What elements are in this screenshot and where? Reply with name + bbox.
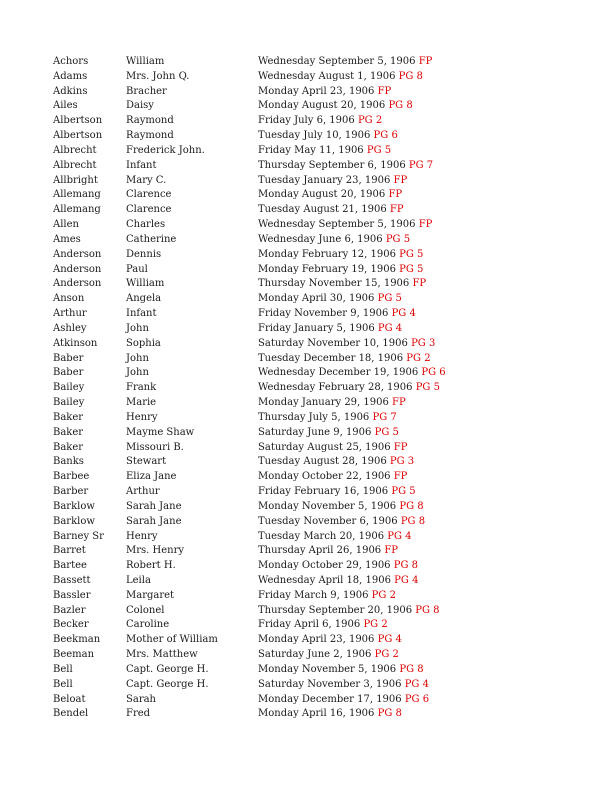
page-reference: PG 6 xyxy=(373,130,398,142)
list-item xyxy=(53,159,593,174)
given-name-cell: Fred xyxy=(126,708,151,720)
given-name-cell: Capt. George H. xyxy=(126,663,209,675)
page-reference: PG 2 xyxy=(374,649,399,661)
given-name-cell: Robert H. xyxy=(126,560,176,572)
list-item xyxy=(53,618,593,633)
page-reference: PG 8 xyxy=(415,604,440,616)
given-name-cell: Mrs. John Q. xyxy=(126,70,190,82)
date-cell xyxy=(258,515,425,530)
given-name-cell: William xyxy=(126,56,165,67)
date-cell xyxy=(258,159,433,174)
publication-date: Tuesday November 6, 1906 xyxy=(258,515,398,527)
date-cell xyxy=(258,426,399,441)
date-cell xyxy=(258,544,398,559)
given-name-cell: Angela xyxy=(126,293,162,305)
publication-date: Saturday June 9, 1906 xyxy=(258,426,372,438)
publication-date: Monday April 30, 1906 xyxy=(258,293,375,305)
date-cell xyxy=(258,263,423,278)
surname-cell: Beloat xyxy=(53,693,86,705)
publication-date: Monday August 20, 1906 xyxy=(258,100,386,112)
surname-cell: Bailey xyxy=(53,382,85,394)
given-name-cell: John xyxy=(126,367,149,379)
publication-date: Thursday November 15, 1906 xyxy=(258,278,410,290)
publication-date: Wednesday September 5, 1906 xyxy=(258,56,416,67)
surname-cell: Bendel xyxy=(53,708,89,720)
surname-cell: Anderson xyxy=(53,263,102,275)
page-reference: FP xyxy=(393,471,408,483)
surname-cell: Allemang xyxy=(53,189,101,201)
given-name-cell: Clarence xyxy=(126,189,172,201)
given-name-cell: Mrs. Matthew xyxy=(126,649,198,661)
date-cell xyxy=(258,663,424,678)
date-cell xyxy=(258,129,398,144)
page-reference: PG 8 xyxy=(399,663,424,675)
surname-cell: Baber xyxy=(53,352,84,364)
surname-cell: Allen xyxy=(53,219,79,231)
surname-cell: Baber xyxy=(53,367,84,379)
list-item xyxy=(53,485,593,500)
given-name-cell: Infant xyxy=(126,159,157,171)
surname-cell: Adams xyxy=(53,70,88,82)
page-reference: PG 2 xyxy=(371,589,396,601)
surname-cell: Baker xyxy=(53,411,84,423)
surname-cell: Beekman xyxy=(53,634,101,646)
surname-cell: Baker xyxy=(53,441,84,453)
surname-cell: Arthur xyxy=(53,308,87,320)
given-name-cell: Arthur xyxy=(126,486,160,498)
publication-date: Wednesday February 28, 1906 xyxy=(258,382,413,394)
list-item xyxy=(53,544,593,559)
list-item xyxy=(53,633,593,648)
date-cell xyxy=(258,144,391,159)
given-name-cell: Mrs. Henry xyxy=(126,545,185,557)
date-cell xyxy=(258,500,424,515)
surname-cell: Albertson xyxy=(53,115,103,127)
page-reference: PG 7 xyxy=(372,411,397,423)
surname-cell: Adkins xyxy=(53,85,88,97)
list-item xyxy=(53,648,593,663)
date-cell xyxy=(258,559,418,574)
publication-date: Friday March 9, 1906 xyxy=(258,589,369,601)
publication-date: Friday July 6, 1906 xyxy=(258,115,355,127)
page-reference: FP xyxy=(393,441,408,453)
date-cell xyxy=(258,337,435,352)
surname-cell: Bassler xyxy=(53,589,91,601)
page-reference: PG 5 xyxy=(399,248,424,260)
page-reference: PG 8 xyxy=(400,515,426,527)
list-item xyxy=(53,589,593,604)
page-reference: PG 6 xyxy=(421,367,446,379)
list-item xyxy=(53,663,593,678)
list-item xyxy=(53,188,593,203)
list-item xyxy=(53,707,593,722)
list-item xyxy=(53,322,593,337)
surname-cell: Becker xyxy=(53,619,89,631)
list-item xyxy=(53,99,593,114)
date-cell xyxy=(258,70,423,85)
list-item xyxy=(53,277,593,292)
list-item xyxy=(53,307,593,322)
list-item xyxy=(53,381,593,396)
list-item xyxy=(53,530,593,545)
surname-cell: Albertson xyxy=(53,130,103,142)
list-item xyxy=(53,233,593,248)
list-item xyxy=(53,559,593,574)
surname-cell: Barbee xyxy=(53,471,90,483)
list-item xyxy=(53,441,593,456)
page-reference: PG 5 xyxy=(377,293,402,305)
given-name-cell: John xyxy=(126,352,149,364)
publication-date: Wednesday August 1, 1906 xyxy=(258,70,396,82)
given-name-cell: Daisy xyxy=(126,100,154,112)
surname-cell: Barret xyxy=(53,545,86,557)
publication-date: Friday April 6, 1906 xyxy=(258,619,361,631)
given-name-cell: Sarah xyxy=(126,693,156,705)
list-item xyxy=(53,292,593,307)
given-name-cell: Raymond xyxy=(126,115,174,127)
date-cell xyxy=(258,707,402,722)
page-reference: PG 8 xyxy=(393,560,418,572)
given-name-cell: Marie xyxy=(126,397,157,409)
list-item xyxy=(53,352,593,367)
given-name-cell: Eliza Jane xyxy=(126,471,177,483)
given-name-cell: Leila xyxy=(126,574,151,586)
publication-date: Tuesday August 28, 1906 xyxy=(258,456,387,468)
date-cell xyxy=(258,693,429,708)
publication-date: Tuesday August 21, 1906 xyxy=(258,204,387,216)
publication-date: Wednesday April 18, 1906 xyxy=(258,574,391,586)
date-cell xyxy=(258,233,410,248)
date-cell xyxy=(258,441,407,456)
date-cell xyxy=(258,114,382,129)
date-cell xyxy=(258,633,402,648)
page-reference: PG 5 xyxy=(399,263,424,275)
page-reference: PG 2 xyxy=(357,115,383,127)
publication-date: Tuesday December 18, 1906 xyxy=(258,352,404,364)
surname-cell: Baker xyxy=(53,426,84,438)
surname-cell: Allemang xyxy=(53,204,101,216)
given-name-cell: Clarence xyxy=(126,204,172,216)
given-name-cell: Sophia xyxy=(126,337,161,349)
list-item xyxy=(53,85,593,100)
surname-cell: Bassett xyxy=(53,574,91,586)
page-reference: PG 4 xyxy=(377,634,402,646)
page-reference: FP xyxy=(412,278,427,290)
given-name-cell: Capt. George H. xyxy=(126,678,209,690)
surname-cell: Bell xyxy=(53,663,73,675)
publication-date: Monday April 23, 1906 xyxy=(258,634,375,646)
given-name-cell: Raymond xyxy=(126,130,174,142)
date-cell xyxy=(258,381,440,396)
surname-cell: Barklow xyxy=(53,515,95,527)
date-cell xyxy=(258,203,404,218)
list-item xyxy=(53,426,593,441)
given-name-cell: Mayme Shaw xyxy=(126,426,195,438)
page-reference: PG 2 xyxy=(406,352,431,364)
surname-cell: Ames xyxy=(53,233,81,245)
given-name-cell: Mary C. xyxy=(126,174,167,186)
list-item xyxy=(53,174,593,189)
surname-cell: Allbright xyxy=(53,174,98,186)
list-item xyxy=(53,366,593,381)
page-reference: PG 8 xyxy=(377,708,402,720)
surname-cell: Albrecht xyxy=(53,144,97,156)
date-cell xyxy=(258,589,396,604)
list-item xyxy=(53,114,593,129)
publication-date: Thursday April 26, 1906 xyxy=(258,545,382,557)
page-reference: PG 2 xyxy=(363,619,388,631)
publication-date: Monday November 5, 1906 xyxy=(258,500,397,512)
page-reference: FP xyxy=(389,204,404,216)
date-cell xyxy=(258,248,423,263)
publication-date: Wednesday September 5, 1906 xyxy=(258,219,416,231)
surname-cell: Anson xyxy=(53,293,85,305)
list-item xyxy=(53,218,593,233)
list-item xyxy=(53,55,593,70)
publication-date: Wednesday June 6, 1906 xyxy=(258,233,383,245)
publication-date: Saturday November 10, 1906 xyxy=(258,337,408,349)
publication-date: Monday January 29, 1906 xyxy=(258,397,389,409)
date-cell xyxy=(258,411,397,426)
surname-cell: Barney Sr xyxy=(53,530,104,542)
page-reference: FP xyxy=(388,189,403,201)
date-cell xyxy=(258,307,416,322)
given-name-cell: Bracher xyxy=(126,85,167,97)
date-cell xyxy=(258,618,388,633)
list-item xyxy=(53,396,593,411)
list-item xyxy=(53,515,593,530)
date-cell xyxy=(258,277,426,292)
given-name-cell: Missouri B. xyxy=(126,441,184,453)
given-name-cell: Colonel xyxy=(126,604,165,616)
list-item xyxy=(53,337,593,352)
page-reference: FP xyxy=(418,219,433,231)
page-reference: PG 8 xyxy=(388,100,413,112)
surname-cell: Bazler xyxy=(53,604,86,616)
surname-cell: Barklow xyxy=(53,500,95,512)
publication-date: Tuesday January 23, 1906 xyxy=(258,174,391,186)
publication-date: Friday November 9, 1906 xyxy=(258,308,389,320)
date-cell xyxy=(258,574,418,589)
given-name-cell: Infant xyxy=(126,308,157,320)
publication-date: Tuesday March 20, 1906 xyxy=(258,530,385,542)
publication-date: Monday December 17, 1906 xyxy=(258,693,402,705)
publication-date: Thursday July 5, 1906 xyxy=(258,411,370,423)
given-name-cell: Charles xyxy=(126,219,166,231)
page-reference: PG 8 xyxy=(399,500,424,512)
page-reference: PG 5 xyxy=(385,233,411,245)
publication-date: Wednesday December 19, 1906 xyxy=(258,367,419,379)
page-reference: PG 5 xyxy=(391,486,416,498)
list-item xyxy=(53,248,593,263)
surname-cell: Bell xyxy=(53,678,73,690)
publication-date: Friday May 11, 1906 xyxy=(258,144,364,156)
page-reference: PG 7 xyxy=(408,159,434,171)
publication-date: Saturday November 3, 1906 xyxy=(258,678,402,690)
date-cell xyxy=(258,396,406,411)
page-reference: PG 5 xyxy=(374,426,399,438)
publication-date: Friday January 5, 1906 xyxy=(258,322,375,334)
date-cell xyxy=(258,485,416,500)
list-item xyxy=(53,203,593,218)
surname-cell: Ashley xyxy=(53,322,87,334)
page-reference: PG 3 xyxy=(411,337,436,349)
list-item xyxy=(53,604,593,619)
list-item xyxy=(53,129,593,144)
date-cell xyxy=(258,174,407,189)
obituary-index-list xyxy=(53,55,593,722)
page-reference: PG 5 xyxy=(366,144,392,156)
date-cell xyxy=(258,55,432,70)
publication-date: Monday February 12, 1906 xyxy=(258,248,396,260)
page-reference: PG 4 xyxy=(377,322,403,334)
given-name-cell: Caroline xyxy=(126,619,170,631)
date-cell xyxy=(258,99,413,114)
given-name-cell: William xyxy=(126,278,165,290)
date-cell xyxy=(258,604,440,619)
list-item xyxy=(53,70,593,85)
page-reference: PG 4 xyxy=(387,530,412,542)
given-name-cell: Frank xyxy=(126,382,157,394)
publication-date: Monday August 20, 1906 xyxy=(258,189,386,201)
page-reference: PG 4 xyxy=(404,678,429,690)
given-name-cell: John xyxy=(126,322,149,334)
publication-date: Monday November 5, 1906 xyxy=(258,663,397,675)
page-reference: FP xyxy=(392,397,406,409)
list-item xyxy=(53,470,593,485)
given-name-cell: Henry xyxy=(126,411,158,423)
page-reference: FP xyxy=(393,174,408,186)
surname-cell: Anderson xyxy=(53,278,102,290)
surname-cell: Ailes xyxy=(53,100,78,112)
given-name-cell: Margaret xyxy=(126,589,175,601)
date-cell xyxy=(258,455,414,470)
page-reference: PG 4 xyxy=(391,308,416,320)
publication-date: Thursday September 6, 1906 xyxy=(258,159,406,171)
surname-cell: Beeman xyxy=(53,649,95,661)
list-item xyxy=(53,455,593,470)
date-cell xyxy=(258,218,432,233)
publication-date: Saturday August 25, 1906 xyxy=(258,441,391,453)
surname-cell: Bartee xyxy=(53,560,87,572)
date-cell xyxy=(258,648,399,663)
date-cell xyxy=(258,352,431,367)
given-name-cell: Paul xyxy=(126,263,148,275)
list-item xyxy=(53,263,593,278)
given-name-cell: Stewart xyxy=(126,456,167,468)
given-name-cell: Dennis xyxy=(126,248,162,260)
surname-cell: Banks xyxy=(53,456,84,468)
page-reference: PG 3 xyxy=(389,456,415,468)
date-cell xyxy=(258,678,429,693)
list-item xyxy=(53,574,593,589)
publication-date: Saturday June 2, 1906 xyxy=(258,649,372,661)
page-reference: FP xyxy=(384,545,399,557)
publication-date: Monday February 19, 1906 xyxy=(258,263,396,275)
page-reference: PG 6 xyxy=(404,693,430,705)
list-item xyxy=(53,500,593,515)
page-reference: FP xyxy=(418,56,433,67)
page-reference: PG 4 xyxy=(394,574,419,586)
date-cell xyxy=(258,188,402,203)
list-item xyxy=(53,144,593,159)
date-cell xyxy=(258,470,407,485)
date-cell xyxy=(258,366,446,381)
publication-date: Monday October 29, 1906 xyxy=(258,560,391,572)
date-cell xyxy=(258,85,391,100)
given-name-cell: Frederick John. xyxy=(126,144,205,156)
list-item xyxy=(53,678,593,693)
date-cell xyxy=(258,322,402,337)
given-name-cell: Sarah Jane xyxy=(126,515,182,527)
publication-date: Friday February 16, 1906 xyxy=(258,486,389,498)
list-item xyxy=(53,693,593,708)
publication-date: Monday April 23, 1906 xyxy=(258,85,375,97)
given-name-cell: Sarah Jane xyxy=(126,500,182,512)
surname-cell: Barber xyxy=(53,486,89,498)
publication-date: Tuesday July 10, 1906 xyxy=(258,130,371,142)
page-reference: PG 8 xyxy=(398,70,423,82)
given-name-cell: Mother of William xyxy=(126,634,218,646)
publication-date: Thursday September 20, 1906 xyxy=(258,604,413,616)
publication-date: Monday October 22, 1906 xyxy=(258,471,391,483)
surname-cell: Atkinson xyxy=(53,337,98,349)
publication-date: Monday April 16, 1906 xyxy=(258,708,375,720)
list-item xyxy=(53,411,593,426)
surname-cell: Albrecht xyxy=(53,159,97,171)
surname-cell: Achors xyxy=(53,56,89,67)
given-name-cell: Henry xyxy=(126,530,158,542)
page-reference: PG 5 xyxy=(415,382,440,394)
surname-cell: Bailey xyxy=(53,397,85,409)
page-reference: FP xyxy=(377,85,392,97)
given-name-cell: Catherine xyxy=(126,233,177,245)
date-cell xyxy=(258,530,412,545)
surname-cell: Anderson xyxy=(53,248,102,260)
date-cell xyxy=(258,292,402,307)
